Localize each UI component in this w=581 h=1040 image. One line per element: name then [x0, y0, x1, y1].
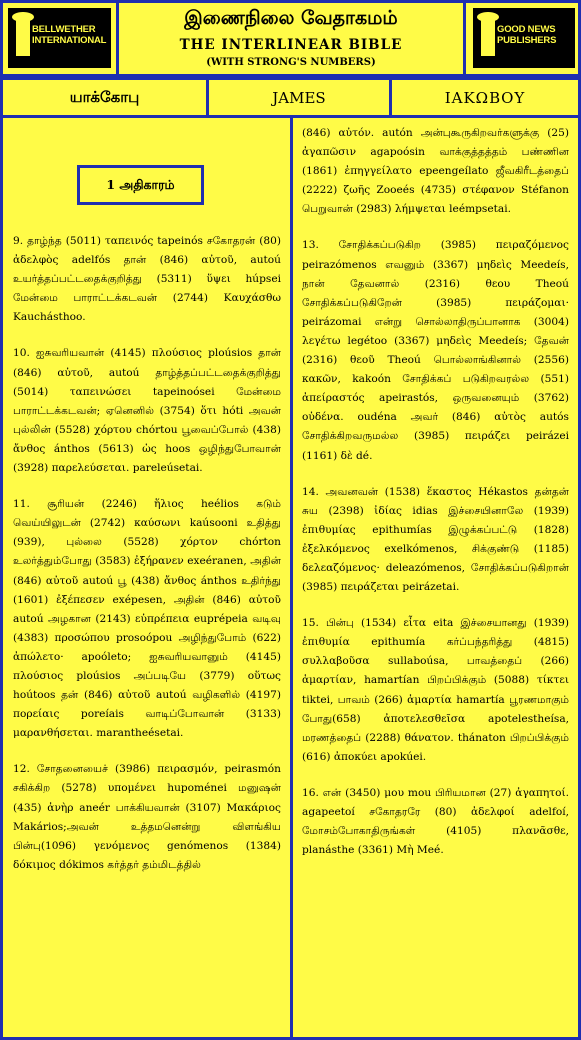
title-box [116, 0, 466, 77]
torch-figure-icon [481, 16, 495, 56]
left-column-text [13, 232, 281, 892]
verse-16: 16. என் (3450) μου mou பிரியமான (27) ἀγαπητοί. agapeetoí சகோதரரே (80) ἀδελφοί adelfoí, மோசம்போகாதிருங்கள் (4105) πλανᾶσθε, planásthe (3361) Μὴ Meé. [302, 786, 569, 857]
page-subtitle: (WITH STRONG'S NUMBERS) [206, 57, 376, 68]
logo-left-text: BELLWETHER INTERNATIONAL [32, 24, 107, 46]
verse-11: 11. சூரியன் (2246) ἥλιος heélios கடும் வெய்யிலுடன் (2742) καύσωνι kaúsooni உதித்து (939), புல்லை (5528) χόρτον chórton உலர்த்தும்போது (3583) ἐξήρανεν exeéranen, அதின் (846) αὐτοῦ autoú பூ (438) ἄνθος ánthos உதிர்ந்து (1601) ἐξέπεσεν exépesen, அதின் (846) αὐτοῦ autoú அழகான (2143) εὐπρέπεια euprépeia வடிவு (4383) προσώπου prosoópou அழிந்துபோம் (622) ἀπώλετο· apoóleto; ஐசுவரியவானும் (4145) πλούσιος ploúsios அப்படியே (3779) οὕτως hoútoos தன் (846) αὐτοῦ autoú வழிகளில் (4197) πορείαις poreíais வாடிப்போவான் (3133) μαρανθήσεται. marantheésetai. [13, 498, 281, 740]
book-name-greek: ΙΑΚΩΒΟΥ [444, 88, 526, 107]
verse-12: 12. சோதனையைச் (3986) πειρασμόν, peirasmón சகிக்கிற (5278) υπομένει hupoménei மனுஷன் (435) ἀνὴρ aneér பாக்கியவான் (3107) Μακάριος Makários;அவன் உத்தமனென்று விளங்கிய பின்பு(1096) γενόμενος genómenos (1384) δόκιμος dókimos கர்த்தர் தம்மிடத்தில் [13, 763, 281, 871]
right-column-text [302, 124, 569, 877]
bellwether-logo [8, 8, 111, 68]
logo-right-text: GOOD NEWS PUBLISHERS [497, 24, 557, 46]
ram-figure-icon [16, 16, 30, 56]
good-news-logo [473, 8, 575, 68]
verse-10: 10. ஐசுவரியவான் (4145) πλούσιος ploúsios தான் (846) αὐτοῦ, autoú தாழ்த்தப்பட்டதைக்குறித்து (5014) ταπεινώσει tapeinoósei மேன்மை பாராட்டக்கடவன்; ஏனெனில் (3754) ὅτι hóti அவன் புல்லின் (5528) χόρτου chórtou பூவைப்போல் (438) ἄνθος ánthos (5613) ὡς hoos ஒழிந்துபோவான் (3928) παρελεύσεται. pareleúsetai. [13, 347, 281, 475]
book-name-tamil: யாக்கோபு [69, 87, 140, 106]
logo-left-box [0, 0, 119, 77]
page-title-english: THE INTERLINEAR BIBLE [179, 37, 403, 53]
verse-13: 13. சோதிக்கப்படுகிற (3985) πειραζόμενος peirazómenos எவனும் (3367) μηδεὶς Meedeís, நான் தேவனால் (2316) θεου Theoú சோதிக்கப்படுகிறேன் (3985) πειράζομαι· peirázomai என்று சொல்லாதிருப்பானாக (3004) λεγέτω legétoo (3367) μηδεὶς Meedeís; தேவன் (2316) θεοῦ Theoú பொல்லாங்கினால் (2556) κακῶν, kakoón சோதிக்கப் படுகிறவரல்ல (551) ἀπείραστός apeirastós, ஒருவனையும் (3762) οὐδένα. oudéna அவர் (846) αὐτὸς autós சோதிக்கிறவருமல்ல (3985) πειράζει peirázei (1161) δὲ dé. [302, 239, 569, 462]
verse-15: 15. பின்பு (1534) εἶτα eita இச்சையானது (1939) ἐπιθυμία epithumía கர்ப்பந்தரித்து (4815) συλλαβοῦσα sullaboúsa, பாவத்தைப் (266) ἁμαρτίαν, hamartían பிறப்பிக்கும் (5088) τίκτει tiktei, பாவம் (266) ἁμαρτία hamartía பூரணமாகும் போது(658) ἀποτελεσθεῖσα apotelestheísa, மரணத்தைப் (2288) θάνατον. thánaton பிறப்பிக்கும் (616) ἀποκύει apokúei. [302, 617, 569, 763]
verse-12-cont: (846) αὐτόν. autón அன்புகூருகிறவர்களுக்கு (25) ἀγαπῶσιν agapoósin வாக்குத்தத்தம் பண்ணின (1861) ἐπηγγείλατο epeengeílato ஜீவகிரீடத்தைப் (2222) ζωῆς Zooeés (4735) στέφανον Stéfanon பெறுவான் (2983) λήμψεται leémpsetai. [302, 127, 569, 216]
book-row [0, 77, 581, 118]
chapter-heading: 1 அதிகாரம் [77, 165, 204, 205]
logo-right-box [463, 0, 581, 77]
verse-9: 9. தாழ்ந்த (5011) ταπεινός tapeinós சகோதரன் (80) ἀδελφὸς adelfós தான் (846) αὐτοῦ, autoú உயர்த்தப்பட்டதைக்குறித்து (5311) ὕψει húpsei மேன்மை பாராட்டக்கடவன் (2744) Καυχάσθω Kauchásthoo. [13, 235, 281, 324]
page-title-tamil: இணைநிலை வேதாகமம் [184, 7, 398, 29]
verse-14: 14. அவனவன் (1538) ἕκαστος Hékastos தன்தன் சுய (2398) ἰδίας idias இச்சையினாலே (1939) ἐπιθυμίας epithumías இழுக்கப்பட்டு (1828) ἐξελκόμενος exelkómenos, சிக்குண்டு (1185) δελεαζόμενος· deleazómenos, சோதிக்கப்படுகிறான் (3985) πειράζεται peirázetai. [302, 485, 569, 594]
book-name-english: JAMES [272, 88, 326, 107]
